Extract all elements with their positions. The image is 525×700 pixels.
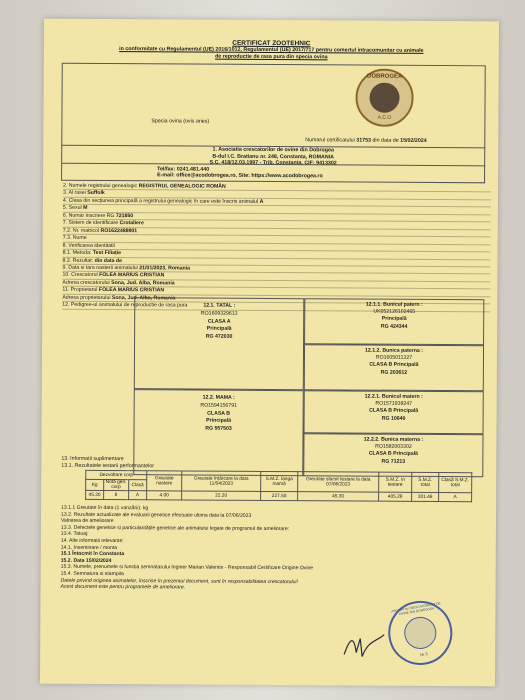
disclaimer-line: Datele privind originea animalelor, înscrise în prezentul document, sunt în responsabilitatea crescatorului! [60,577,298,585]
field-row: 5. Sexul M [63,205,491,215]
field-row: 6. Numar inscriere RG 721850 [63,213,491,223]
pedigree-mother: 12.2. MAMA : RO1594156791 CLASA B Principală RG 557503 [133,389,304,476]
field-row: 11. Proprietarul FOLEA MARIUS CRISTIAN [62,287,490,297]
stamp-center [402,614,439,651]
note-line: 15.3. Numele, prenumele si funcția semnatarului Inginer Marian Valentin - Responsabil Certificare Origine Ovine [60,564,314,572]
field-row: 7. Sistem de identificare Crotaliere [63,220,491,230]
field-row: 9. Data si tara nasterii animalului 21/01/2023, Romania [62,265,490,275]
perf-header-smz-mother: S.M.Z. langa mamă [261,471,298,491]
perf-header-birth: Greutate nastere [147,471,182,491]
note-line: Valoarea de ameliorare [60,517,114,525]
dobrogea-logo: DOBROGEA A.C.O [355,69,413,127]
field-row: 2. Numele registrului genealogic REGISTRUL GENEALOGIC ROMÂN [63,183,491,193]
pedigree-maternal-grandmother: 12.2.2. Bunica materna : RO1582003302 CLASA B Principală RG 71213 [303,433,483,477]
perf-cell: A [439,493,472,502]
perf-cell: 22.20 [182,491,261,500]
perf-header-smz-total: S.M.Z. total [412,472,439,492]
field-row: 7.3. Nume [63,235,491,245]
stamp-text: ASOCIATIA CRESCATORILOR DE OVINE DIN DOBROGEA [390,601,441,617]
note-line: 14. Alte informatii relevante: [60,537,124,545]
info-section-title: 13. Informatii suplimentare [61,455,124,463]
field-row: 12. Pedigree-ul animalului de reproductie de rasa pura [62,302,490,312]
association-stamp [383,596,457,670]
issuer-name: 1. Asociatia crescatorilor de ovine din Dobrogea [212,146,334,154]
pedigree-father: 12.1. TATAL : RO1609329613 CLASA A Principală RG 472030 [134,297,305,390]
performance-title: 13.1. Rezultatele testarii performantelor [61,462,155,470]
notes-section [61,505,492,593]
perf-cell: 4.00 [147,491,182,500]
field-row: 8.1. Metoda: Test Filiație [63,250,491,260]
perf-header-smz-test: S.M.Z. in testare [379,472,412,492]
perf-cell: 227.50 [261,491,298,500]
perf-cell: 405.28 [379,492,412,501]
issuer-block [61,146,485,182]
note-line: 15.1 Întocmit în Constanta [60,550,125,558]
field-row: 8. Verificarea identitatii [63,242,491,252]
issuer-address: B-dul I.C. Bratianu nr. 248, Constanta, ROMANIA [212,153,334,160]
perf-cell: 301.46 [412,492,439,501]
note-line: 15.4. Semnatura si stampila [60,570,124,578]
field-row: 8.2. Rezultat: din data de [63,257,491,267]
pedigree-paternal-grandfather: 12.1.1. Bunicul patern : UK052126102465 Principală RG 424344 [304,298,484,345]
perf-sub-note: Notă gen. corp [103,479,128,490]
note-line: 13.3. Defectele genetice si particularitățile genetice ale animalului legate de programul de ameliorare: [60,524,290,532]
field-row: Adresa proprietarului Sona, Jud. Alba, Romania [62,295,490,305]
perf-cell: 45.30 [298,492,379,501]
note-line: 13.1.1 Greutate în data (1 vanzării): kg [61,504,149,512]
species-label: Specia ovina (ovis aries) [151,118,210,125]
perf-header-body: Dezvoltare corp [86,470,147,479]
disclaimer-line: Acest document este pentru programele de ameliorare. [60,583,186,591]
regulation-line-2: de reproductie de rasa pura din specia ovina [215,53,328,61]
certificate-paper [40,19,499,687]
animal-fields [62,183,491,312]
perf-sub-class: Clasă [128,480,146,491]
field-row: 3. Al rasei Suffolk [63,190,491,200]
perf-cell: A [128,491,146,500]
signature [340,630,390,660]
perf-header-weaning: Greutate înțărcare la data 11/04/2023 [182,471,261,491]
certificate-header [44,39,499,63]
field-row: 4. Clasa din secțiunea principală a registrului genealogic în care este înscris animalul A [63,198,491,208]
ram-head-icon [369,83,399,113]
performance-table [85,470,472,502]
perf-header-smz-class: Clasă S.M.Z. total [439,473,472,493]
performance-values-row [86,490,472,501]
note-line: 14.1. Inseminare / monta [60,544,118,551]
note-line: 13.2. Rezultate actualizate ale evaluarii genetice efectuate ultima data la 07/06/2023 [60,511,252,519]
perf-cell: 45.30 [86,490,104,499]
regulation-line-1: in conformitate cu Regulamentul (UE) 2016/1012, Regulamentul (UE) 2017/717 pentru comertul intracomunitar cu animale [119,46,424,54]
field-row: 10. Crescatorul FOLEA MARIUS CRISTIAN [62,272,490,282]
certificate-title: CERTIFICAT ZOOTEHNIC [232,39,311,48]
pedigree-maternal-grandfather: 12.2.1. Bunicul matern : RO1571938247 CLASA B Principală RG 10640 [304,390,484,434]
issuer-contact: E-mail: office@acodobrogea.ro, Site: https://www.acodobrogea.ro [157,172,323,180]
stamp-number: Nr.3 [419,651,428,658]
certificate-number: Numarul certificatului 31753 din data de 15/02/2024 [305,137,427,144]
field-row: 7.2. Nr. matricol RO1622488901 [63,227,491,237]
field-row: Adresa crescatorului Sona, Jud. Alba, Romania [62,280,490,290]
issuer-phone: Tel/fax: 0241.481.440 [157,166,210,173]
note-line: 15.2. Data 15/02/2024 [60,557,112,564]
issuer-registration: S.C. 418/12.03.1997 - Trib. Constanta, CIF: 9413302 [209,159,337,167]
perf-cell: 8 [103,490,128,499]
perf-sub-kg: Kg [86,479,104,490]
perf-header-end-test: Greutate sfarsit testare la data 07/06/2023 [298,472,379,492]
note-line: 13.4. Tatuaj: [60,531,89,538]
pedigree-paternal-grandmother: 12.1.2. Bunica paterna : RO1605011327 CLASA B Principală RG 203612 [304,344,484,391]
